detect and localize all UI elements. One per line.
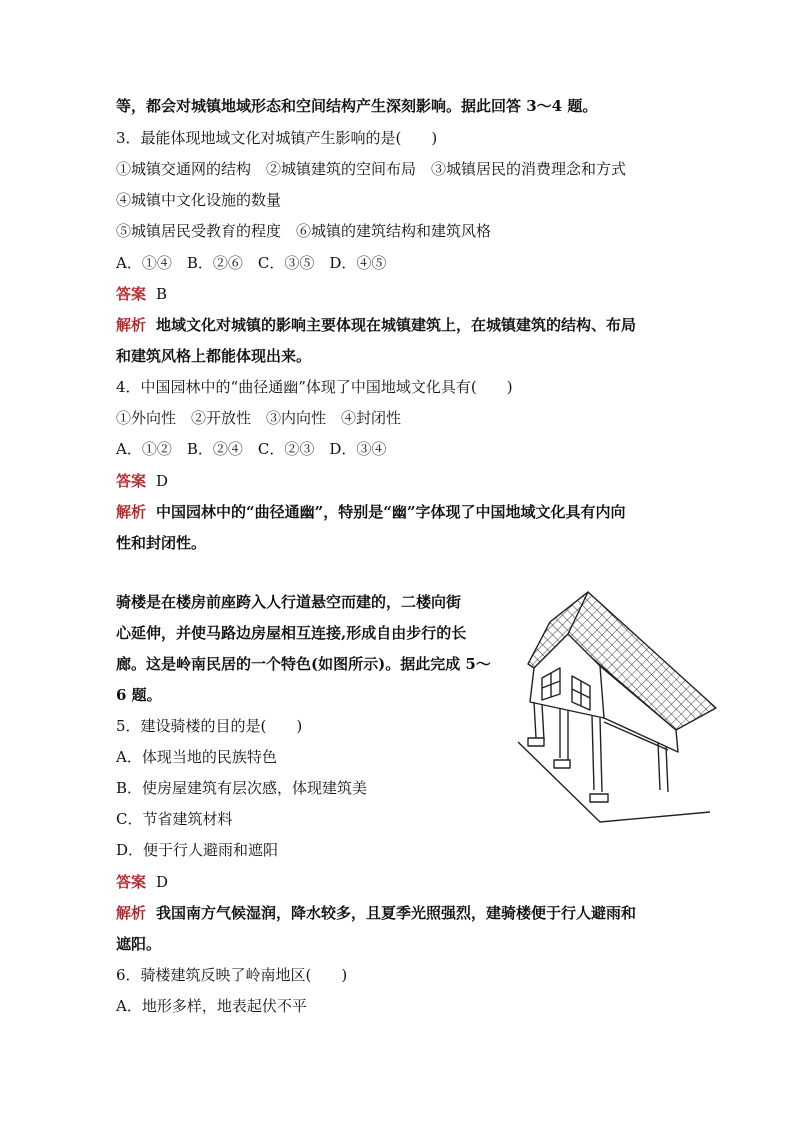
answer-label: 答案 xyxy=(116,285,147,303)
q5-stem: 5．建设骑楼的目的是( ) xyxy=(116,717,303,735)
q3-choices: A．①④ B．②⑥ C．③⑤ D．④⑤ xyxy=(116,254,387,272)
q4-stem: 4．中国园林中的“曲径通幽”体现了中国地域文化具有( ) xyxy=(116,378,513,396)
q5-answer xyxy=(116,872,168,892)
q4-analysis-line2: 性和封闭性。 xyxy=(116,534,207,552)
q3-answer xyxy=(116,284,167,304)
q4-analysis-text1: 中国园林中的“曲径通幽”，特别是“幽”字体现了中国地域文化具有内向 xyxy=(156,503,626,521)
q3-analysis xyxy=(116,315,636,335)
analysis-label: 解析 xyxy=(116,503,147,521)
q5-option-b: B．使房屋建筑有层次感，体现建筑美 xyxy=(116,779,368,797)
q3-answer-value: B xyxy=(156,285,168,303)
analysis-label: 解析 xyxy=(116,904,147,922)
answer-label: 答案 xyxy=(116,472,147,490)
q5-option-c: C．节省建筑材料 xyxy=(116,810,233,828)
q4-choices: A．①② B．②④ C．②③ D．③④ xyxy=(116,440,387,458)
q5-analysis-line2: 遮阳。 xyxy=(116,935,162,953)
answer-label: 答案 xyxy=(116,873,147,891)
qilou-building-illustration xyxy=(508,590,718,830)
intro-tail: 等，都会对城镇地域形态和空间结构产生深刻影响。据此回答 3～4 题。 xyxy=(116,97,598,115)
q3-stem: 3．最能体现地域文化对城镇产生影响的是( ) xyxy=(116,129,438,147)
analysis-label: 解析 xyxy=(116,316,147,334)
q5-option-d: D．便于行人避雨和遮阳 xyxy=(116,841,279,859)
q5-analysis-text1: 我国南方气候湿润，降水较多，且夏季光照强烈，建骑楼便于行人避雨和 xyxy=(156,904,637,922)
pillar xyxy=(592,716,602,792)
q4-analysis xyxy=(116,502,626,522)
q5-option-a: A．体现当地的民族特色 xyxy=(116,748,277,766)
passage-line4: 6 题。 xyxy=(116,686,162,704)
q6-option-a: A．地形多样，地表起伏不平 xyxy=(116,997,307,1015)
passage-line2: 心延伸，并使马路边房屋相互连接,形成自由步行的长 xyxy=(116,624,467,642)
q3-analysis-text1: 地域文化对城镇的影响主要体现在城镇建筑上，在城镇建筑的结构、布局 xyxy=(156,316,637,334)
pillar xyxy=(560,708,568,760)
pillar xyxy=(534,702,544,740)
q3-analysis-line2: 和建筑风格上都能体现出来。 xyxy=(116,347,312,365)
passage-line1: 骑楼是在楼房前座跨入人行道悬空而建的，二楼向街 xyxy=(116,593,462,611)
q3-options-line2: ④城镇中文化设施的数量 xyxy=(116,191,282,209)
q6-stem: 6．骑楼建筑反映了岭南地区( ) xyxy=(116,966,348,984)
q5-analysis xyxy=(116,903,636,923)
q3-options-line1: ①城镇交通网的结构 ②城镇建筑的空间布局 ③城镇居民的消费理念和方式 xyxy=(116,160,627,178)
q3-options-line3: ⑤城镇居民受教育的程度 ⑥城镇的建筑结构和建筑风格 xyxy=(116,222,492,240)
q4-options: ①外向性 ②开放性 ③内向性 ④封闭性 xyxy=(116,409,402,427)
q4-answer xyxy=(116,471,168,491)
ground-line xyxy=(518,742,710,822)
q4-answer-value: D xyxy=(156,472,169,490)
passage-line3: 廊。这是岭南民居的一个特色(如图所示)。据此完成 5～ xyxy=(116,655,491,673)
q5-answer-value: D xyxy=(156,873,169,891)
